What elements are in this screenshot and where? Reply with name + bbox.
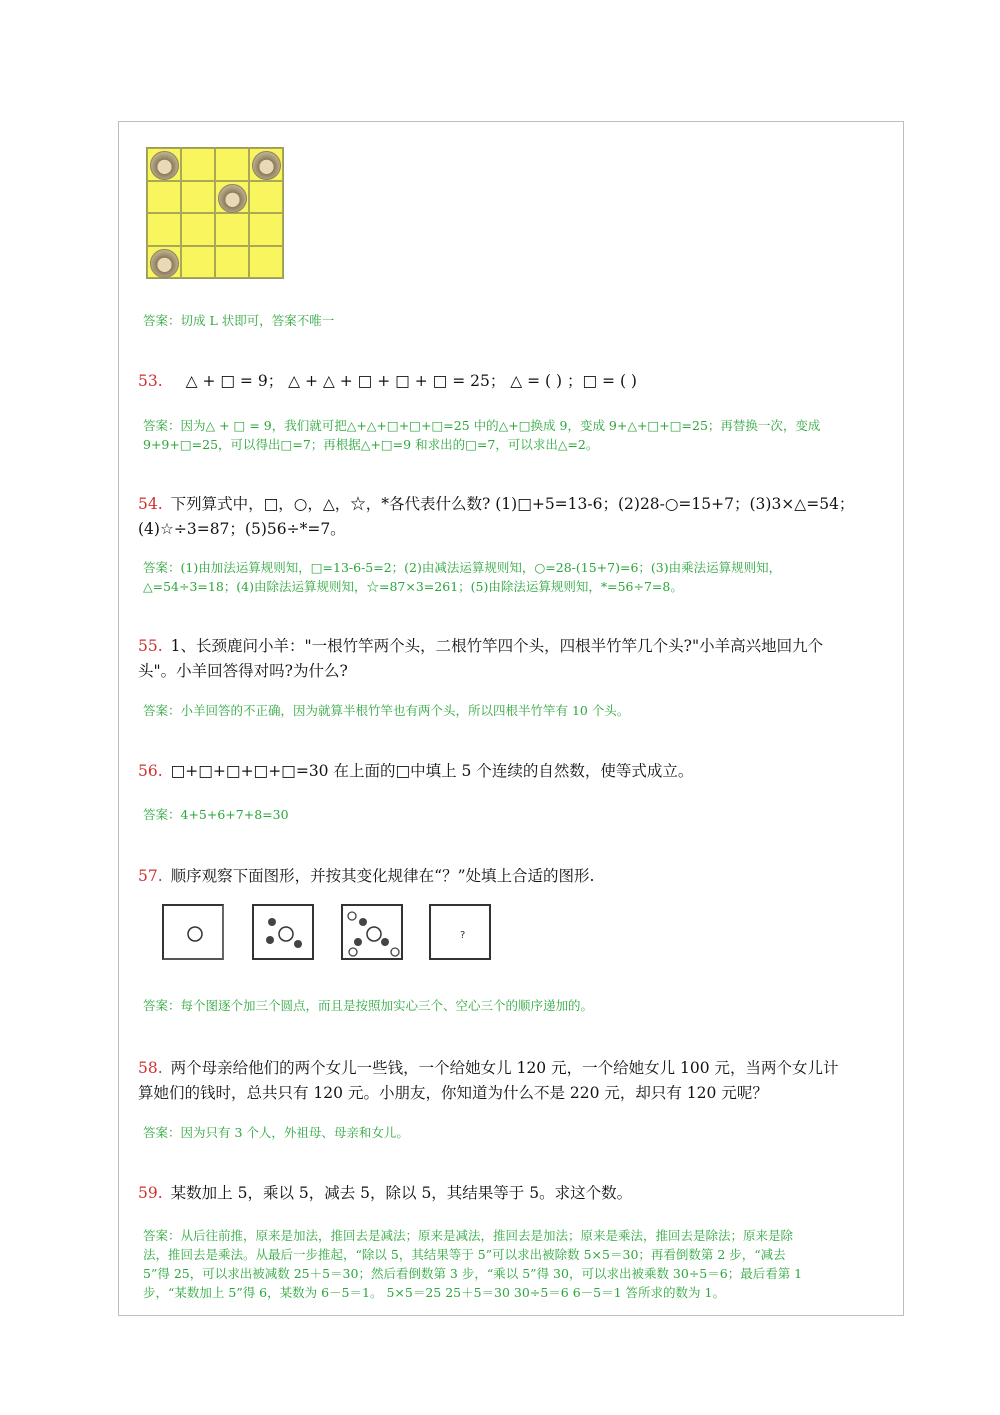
answer-line: 步，“某数加上 5”得 6，某数为 6－5＝1。 5×5＝25 25＋5＝30 30÷5＝6 6－5＝1 答所求的数为 1。: [143, 1285, 725, 1300]
pattern-figure-4: [429, 904, 491, 960]
answer-54: [143, 558, 908, 596]
question-text: 1、长颈鹿问小羊："一根竹竿两个头，二根竹竿四个头，四根半竹竿几个头?"小羊高兴地回九个: [170, 637, 824, 655]
monkey-grid-image: [146, 147, 284, 279]
pattern-figure-2: [252, 904, 314, 960]
pattern-figure-3: [341, 904, 403, 960]
question-58: [138, 1056, 908, 1106]
answer-52: 答案：切成 L 状即可，答案不唯一: [143, 313, 335, 328]
answer-line: △=54÷3=18；(4)由除法运算规则知，☆=87×3=261；(5)由除法运算规则知，*=56÷7=8。: [143, 579, 683, 594]
question-59: [138, 1181, 908, 1206]
answer-58: 答案：因为只有 3 个人，外祖母、母亲和女儿。: [143, 1125, 409, 1140]
question-number: 54.: [138, 495, 163, 513]
question-text: 头"。小羊回答得对吗?为什么?: [138, 662, 348, 680]
question-54: [138, 492, 908, 542]
answer-57: 答案：每个图逐个加三个圆点，而且是按照加实心三个、空心三个的顺序递加的。: [143, 998, 594, 1013]
answer-line: 法，推回去是乘法。从最后一步推起，“除以 5，其结果等于 5”可以求出被除数 5×5＝30；再看倒数第 2 步，“减去: [143, 1247, 786, 1262]
question-text: (4)☆÷3=87；(5)56÷*=7。: [138, 520, 346, 538]
answer-line: 答案：从后往前推，原来是加法，推回去是减法；原来是减法，推回去是加法；原来是乘法，推回去是除法；原来是除: [143, 1228, 794, 1243]
answer-line: 9+9+□=25，可以得出□=7；再根据△+□=9 和求出的□=7，可以求出△=2。: [143, 437, 599, 452]
answer-line: 5”得 25，可以求出被减数 25＋5＝30；然后看倒数第 3 步，“乘以 5”得 30，可以求出被乘数 30÷5＝6；最后看第 1: [143, 1266, 803, 1281]
question-number: 58.: [138, 1059, 163, 1077]
question-55: [138, 634, 908, 684]
question-text: 算她们的钱时，总共只有 120 元。小朋友，你知道为什么不是 220 元，却只有 120 元呢？: [138, 1084, 768, 1102]
answer-line: 答案：因为△ + □ = 9，我们就可把△+△+□+□+□=25 中的△+□换成 9，变成 9+△+□+□=25；再替换一次，变成: [143, 418, 821, 433]
question-number: 59.: [138, 1184, 163, 1202]
question-mark: ?: [460, 930, 466, 941]
question-number: 56.: [138, 762, 163, 780]
monkey-icon: [150, 249, 179, 278]
answer-59: [143, 1226, 908, 1302]
question-text: □+□+□+□+□=30 在上面的□中填上 5 个连续的自然数，使等式成立。: [170, 762, 694, 780]
question-text: 下列算式中，□，○，△，☆，*各代表什么数? (1)□+5=13-6；(2)28-○=15+7；(3)3×△=54；: [170, 495, 855, 513]
question-57: [138, 864, 908, 889]
answer-53: [143, 416, 908, 454]
question-text: 顺序观察下面图形，并按其变化规律在“？”处填上合适的图形.: [170, 867, 595, 885]
question-text: 两个母亲给他们的两个女儿一些钱，一个给她女儿 120 元，一个给她女儿 100 元，当两个女儿计: [170, 1059, 839, 1077]
pattern-figure-1: [162, 904, 224, 960]
answer-55: 答案：小羊回答的不正确，因为就算半根竹竿也有两个头，所以四根半竹竿有 10 个头。: [143, 703, 630, 718]
monkey-icon: [150, 151, 179, 180]
monkey-icon: [252, 151, 281, 180]
question-number: 57.: [138, 867, 163, 885]
question-number: 55.: [138, 637, 163, 655]
question-56: [138, 759, 908, 784]
question-53: [138, 369, 908, 394]
answer-56: 答案：4+5+6+7+8=30: [143, 807, 289, 822]
question-number: 53.: [138, 372, 163, 390]
question-text: △ + □ = 9； △ + △ + □ + □ + □ = 25； △ = ( ) ；□ = ( ): [185, 372, 637, 390]
monkey-icon: [218, 184, 247, 213]
question-text: 某数加上 5，乘以 5，减去 5，除以 5，其结果等于 5。求这个数。: [170, 1184, 633, 1202]
answer-line: 答案：(1)由加法运算规则知，□=13-6-5=2；(2)由减法运算规则知，○=28-(15+7)=6；(3)由乘法运算规则知，: [143, 560, 782, 575]
